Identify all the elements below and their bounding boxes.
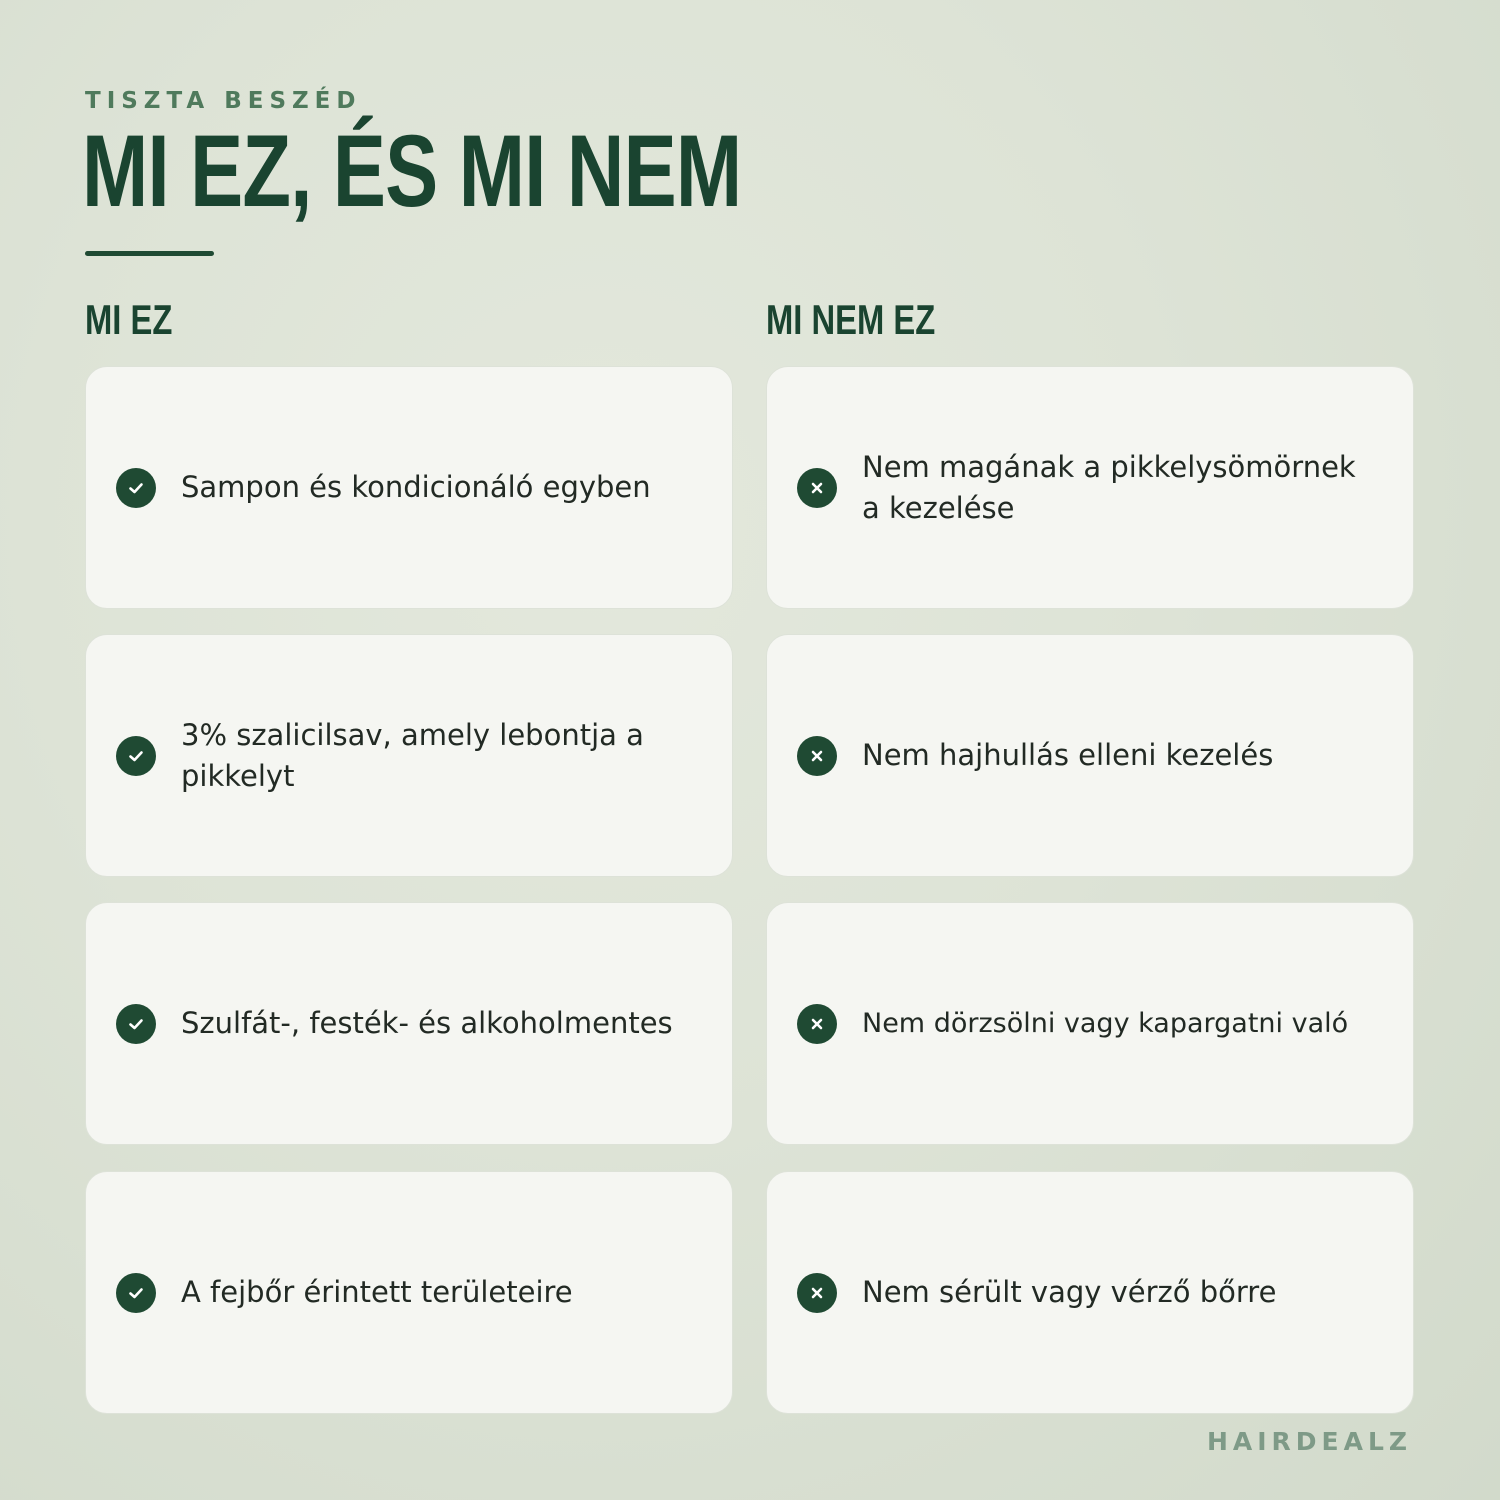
x-icon	[797, 1004, 837, 1044]
is-not-card	[766, 902, 1414, 1145]
is-not-item-text: Nem sérült vagy vérző bőrre	[862, 1275, 1277, 1309]
is-item-text: A fejbőr érintett területeire	[181, 1275, 573, 1309]
is-item-text: 3% szalicilsav, amely lebontja a pikkelyt	[181, 717, 644, 793]
x-icon	[797, 468, 837, 508]
column-heading-is-not: MI NEM EZ	[766, 296, 936, 343]
page-title: MI EZ, ÉS MI NEM	[82, 114, 742, 228]
eyebrow-label: TISZTA BESZÉD	[85, 88, 362, 114]
is-not-card	[766, 1171, 1414, 1414]
is-not-card	[766, 634, 1414, 877]
check-icon	[116, 1004, 156, 1044]
brand-logo-text: HAIRDEALZ	[1206, 1427, 1412, 1456]
is-not-card	[766, 366, 1414, 609]
is-not-item-text: Nem dörzsölni vagy kapargatni való	[862, 1008, 1349, 1039]
is-card	[85, 1171, 733, 1414]
is-not-item-text: Nem hajhullás elleni kezelés	[862, 738, 1274, 772]
is-not-item-text: Nem magának a pikkelysömörnek a kezelése	[862, 449, 1356, 525]
title-underline	[85, 251, 214, 256]
check-icon	[116, 736, 156, 776]
x-icon	[797, 736, 837, 776]
x-icon	[797, 1273, 837, 1313]
is-card	[85, 634, 733, 877]
check-icon	[116, 468, 156, 508]
is-card	[85, 902, 733, 1145]
is-item-text: Szulfát-, festék- és alkoholmentes	[181, 1006, 673, 1040]
is-card	[85, 366, 733, 609]
is-item-text: Sampon és kondicionáló egyben	[181, 470, 651, 504]
column-heading-is: MI EZ	[85, 296, 173, 343]
check-icon	[116, 1273, 156, 1313]
